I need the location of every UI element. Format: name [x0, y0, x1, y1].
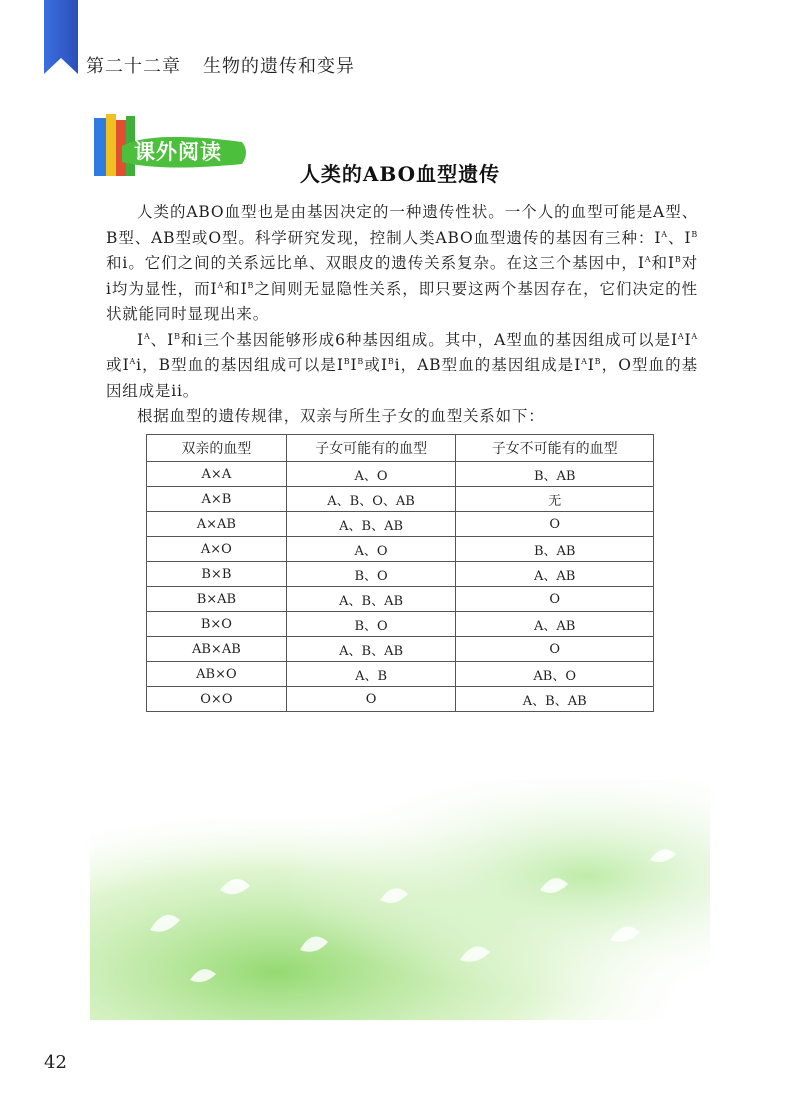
table-cell: A×O — [147, 537, 287, 562]
table-row — [147, 587, 654, 612]
table-cell: A、B、AB — [286, 512, 456, 537]
chapter-bookmark — [44, 0, 78, 74]
table-header-row — [147, 435, 654, 462]
table-cell: A、B、AB — [286, 587, 456, 612]
paragraph-1: 人类的ABO血型也是由基因决定的一种遗传性状。一个人的血型可能是A型、B型、AB型或O型。科学研究发现，控制人类ABO血型遗传的基因有三种：$I^A$、$I^B$和i。它们之间的关系远比单、双眼皮的遗传关系复杂。在这三个基因中，$I^A$和$I^B$对i均为显性，而$I^A$和$I^B$之间则无显隐性关系，即只要这两个基因存在，它们决定的性状就能同时显现出来。 — [106, 203, 698, 323]
table-cell: AB、O — [456, 662, 654, 687]
table-cell: A×B — [147, 487, 287, 512]
table-row — [147, 687, 654, 712]
article-body — [106, 200, 698, 430]
table-cell: B×O — [147, 612, 287, 637]
article-title: 人类的ABO血型遗传 — [299, 162, 501, 186]
header-parents: 双亲的血型 — [147, 435, 287, 462]
table-row — [147, 487, 654, 512]
table-cell: B、O — [286, 562, 456, 587]
table-cell: O — [286, 687, 456, 712]
table-cell: O×O — [147, 687, 287, 712]
table-cell: A、B — [286, 662, 456, 687]
table-row — [147, 512, 654, 537]
table-cell: O — [456, 587, 654, 612]
table-cell: A×AB — [147, 512, 287, 537]
table-row — [147, 637, 654, 662]
table-cell: A、B、AB — [286, 637, 456, 662]
table-row — [147, 537, 654, 562]
table-cell: A、O — [286, 462, 456, 487]
table-cell: A、AB — [456, 612, 654, 637]
table-cell: AB×AB — [147, 637, 287, 662]
table-cell: O — [456, 512, 654, 537]
table-row — [147, 662, 654, 687]
table-row — [147, 562, 654, 587]
table-cell: B×B — [147, 562, 287, 587]
table-cell: B、O — [286, 612, 456, 637]
table-row — [147, 612, 654, 637]
paragraph-2: $I^A$、$I^B$和i三个基因能够形成6种基因组成。其中，A型血的基因组成可以是$I^AI^A$或$I^Ai$，B型血的基因组成可以是$I^BI^B$或$I^Bi$，AB型血的基因组成是$I^AI^B$，O型血的基因组成是ii。 — [106, 330, 698, 400]
table-cell: B×AB — [147, 587, 287, 612]
header-possible: 子女可能有的血型 — [286, 435, 456, 462]
table-cell: A、B、O、AB — [286, 487, 456, 512]
badge-label: 课外阅读 — [134, 140, 222, 164]
table-row — [147, 462, 654, 487]
table-cell: B、AB — [456, 537, 654, 562]
header-impossible: 子女不可能有的血型 — [456, 435, 654, 462]
table-cell: A×A — [147, 462, 287, 487]
page-number: 42 — [44, 1052, 67, 1073]
table-cell: A、B、AB — [456, 687, 654, 712]
table-cell: AB×O — [147, 662, 287, 687]
table-cell: A、AB — [456, 562, 654, 587]
table-cell: B、AB — [456, 462, 654, 487]
table-cell: O — [456, 637, 654, 662]
table-cell: A、O — [286, 537, 456, 562]
table-cell: 无 — [456, 487, 654, 512]
leaf-decoration — [90, 780, 710, 1020]
blood-type-table — [146, 434, 654, 712]
paragraph-3: 根据血型的遗传规律，双亲与所生子女的血型关系如下： — [137, 407, 545, 425]
chapter-title: 生物的遗传和变异 — [203, 56, 355, 77]
chapter-number: 第二十二章 — [86, 56, 181, 77]
chapter-header — [86, 52, 355, 78]
